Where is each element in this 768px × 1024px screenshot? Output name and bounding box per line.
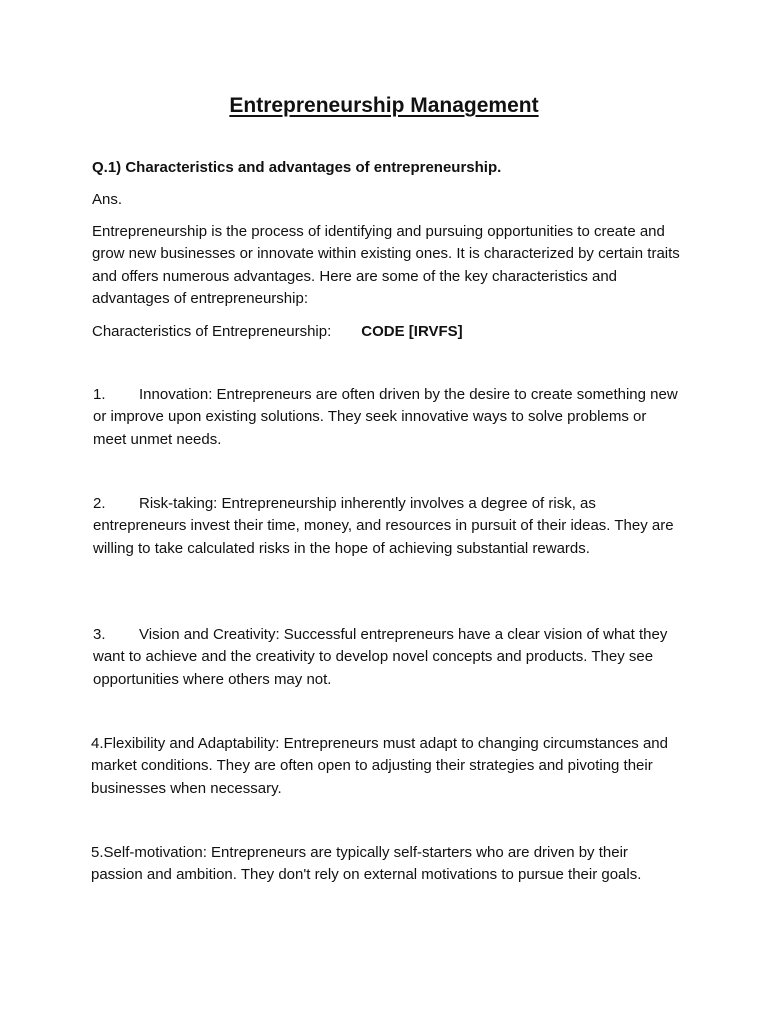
list-item-text: Risk-taking: Entrepreneurship inherently involves a degree of risk, as entrepreneurs invest their time, money, and resources in pursuit of their ideas. They are willing to take calculated risks in the hope of achieving substantial rewards. <box>93 495 674 557</box>
question-heading: Q.1) Characteristics and advantages of entrepreneurship. <box>92 159 502 176</box>
list-item-number: 4. <box>91 735 104 752</box>
list-item <box>93 493 683 560</box>
code-label: CODE [IRVFS] <box>361 323 463 340</box>
list-item <box>91 842 681 887</box>
list-item-number: 1. <box>93 386 106 403</box>
list-item <box>93 384 683 451</box>
list-item-text: Flexibility and Adaptability: Entrepreneurs must adapt to changing circumstances and market conditions. They are often open to adjusting their strategies and pivoting their businesses when necessary. <box>91 735 668 797</box>
list-item-number: 5. <box>91 844 104 861</box>
intro-paragraph: Entrepreneurship is the process of identifying and pursuing opportunities to create and grow new businesses or innovate within existing ones. It is characterized by certain traits and offers numerous advantages. Here are some of the key characteristics and advantages of entrepreneurship: <box>92 223 680 308</box>
list-item-number: 2. <box>93 495 106 512</box>
answer-label: Ans. <box>92 191 123 208</box>
characteristics-line <box>92 321 682 343</box>
list-item-text: Innovation: Entrepreneurs are often driven by the desire to create something new or improve upon existing solutions. They seek innovative ways to solve problems or meet unmet needs. <box>93 386 678 448</box>
document-title-text: Entrepreneurship Management <box>229 94 539 117</box>
characteristics-label: Characteristics of Entrepreneurship: <box>92 323 332 340</box>
list-item <box>91 733 681 800</box>
list-item <box>93 624 683 691</box>
list-item-text: Self-motivation: Entrepreneurs are typically self-starters who are driven by their passion and ambition. They don't rely on external motivations to pursue their goals. <box>91 844 642 884</box>
list-item-text: Vision and Creativity: Successful entrepreneurs have a clear vision of what they want to achieve and the creativity to develop novel concepts and products. They see opportunities where others may not. <box>93 626 668 688</box>
document-title <box>0 92 768 120</box>
list-item-number: 3. <box>93 626 106 643</box>
